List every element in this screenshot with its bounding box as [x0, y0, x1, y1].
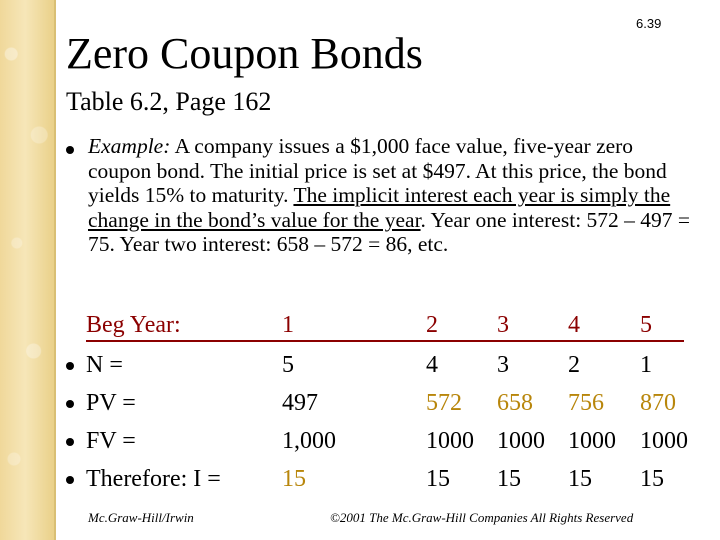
footer-copyright: ©2001 The Mc.Graw-Hill Companies All Rights Reserved	[330, 510, 634, 525]
table-cell: 15	[282, 466, 306, 492]
table-cell: 572	[426, 390, 462, 416]
bullet-icon	[66, 400, 74, 408]
table-cell: 5	[282, 352, 294, 378]
slide-title: Zero Coupon Bonds	[66, 29, 423, 78]
bullet-icon	[66, 362, 74, 370]
row-label: N =	[86, 352, 123, 378]
footer-publisher: Mc.Graw-Hill/Irwin	[88, 510, 194, 525]
decorative-side-band	[0, 0, 56, 540]
table-cell: 1000	[568, 428, 616, 454]
table-cell: 15	[640, 466, 664, 492]
header-cell: 4	[568, 312, 580, 338]
bullet-icon	[66, 476, 74, 484]
row-label: FV =	[86, 428, 136, 454]
bullet-icon	[66, 438, 74, 446]
table-cell: 2	[568, 352, 580, 378]
header-underline	[86, 340, 684, 342]
table-cell: 15	[568, 466, 592, 492]
table-cell: 1000	[426, 428, 474, 454]
header-cell: 5	[640, 312, 652, 338]
table-cell: 15	[497, 466, 521, 492]
table-cell: 658	[497, 390, 533, 416]
slide-subtitle: Table 6.2, Page 162	[66, 87, 272, 116]
table-cell: 3	[497, 352, 509, 378]
table-cell: 870	[640, 390, 676, 416]
bullet-icon	[66, 146, 74, 154]
example-text-underlined: The implicit interest each year is simply the change in the bond’s value for the year	[88, 183, 671, 232]
table-cell: 15	[426, 466, 450, 492]
table-cell: 1	[640, 352, 652, 378]
slide-number: 6.39	[636, 16, 662, 31]
header-cell: 2	[426, 312, 438, 338]
header-cell: 3	[497, 312, 509, 338]
header-cell: 1	[282, 312, 294, 338]
row-label: PV =	[86, 390, 136, 416]
header-label: Beg Year:	[86, 312, 181, 338]
table-cell: 1,000	[282, 428, 336, 454]
example-text-b: . Year one interest: 572 – 497 = 75. Year two interest: 658 – 572 = 86, etc.	[88, 207, 691, 256]
row-label: Therefore: I =	[86, 466, 221, 492]
table-cell: 497	[282, 390, 318, 416]
table-cell: 756	[568, 390, 604, 416]
table-cell: 4	[426, 352, 438, 378]
example-paragraph	[88, 134, 698, 257]
example-label: Example:	[88, 134, 171, 158]
table-cell: 1000	[497, 428, 545, 454]
example-text-a: A company issues a $1,000 face value, five-year zero coupon bond. The initial price is set at $497. At this price, the bond yields 15% to maturity.	[88, 134, 667, 207]
table-cell: 1000	[640, 428, 688, 454]
